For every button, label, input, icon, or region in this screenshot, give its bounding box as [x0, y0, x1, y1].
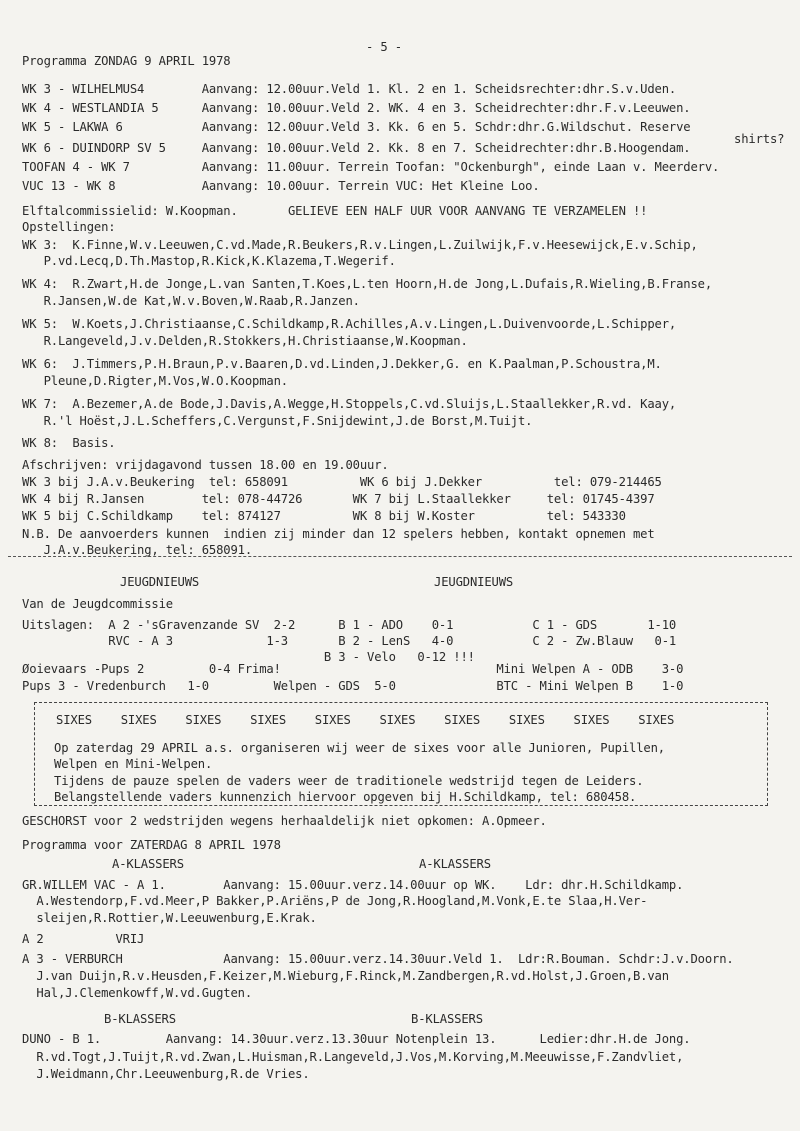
- top-section-line: Afschrijven: vrijdagavond tussen 18.00 en 19.00uur.: [22, 458, 389, 472]
- top-section-line: shirts?: [734, 132, 785, 146]
- sixes-section-line: Welpen en Mini-Welpen.: [54, 757, 213, 771]
- top-section-line: WK 3 - WILHELMUS4 Aanvang: 12.00uur.Veld 1. Kl. 2 en 1. Scheidsrechter:dhr.S.v.Uden.: [22, 82, 677, 96]
- bottom-section-line: Programma voor ZATERDAG 8 APRIL 1978: [22, 838, 281, 852]
- top-section-line: Opstellingen:: [22, 220, 116, 234]
- top-section-line: VUC 13 - WK 8 Aanvang: 10.00uur. Terrein VUC: Het Kleine Loo.: [22, 179, 540, 193]
- top-section-line: WK 6: J.Timmers,P.H.Braun,P.v.Baaren,D.vd.Linden,J.Dekker,G. en K.Paalman,P.Schoustra,M.: [22, 357, 662, 371]
- bottom-section-line: GESCHORST voor 2 wedstrijden wegens herhaaldelijk niet opkomen: A.Opmeer.: [22, 814, 547, 828]
- top-section-line: WK 5 - LAKWA 6 Aanvang: 12.00uur.Veld 3. Kk. 6 en 5. Schdr:dhr.G.Wildschut. Reserve: [22, 120, 691, 134]
- sixes-section-line: Op zaterdag 29 APRIL a.s. organiseren wij weer de sixes voor alle Junioren, Pupillen,: [54, 741, 665, 755]
- bottom-section-line: A-KLASSERS: [419, 857, 491, 871]
- youth-section-line: JEUGDNIEUWS: [434, 575, 514, 589]
- sixes-section-line: SIXES SIXES SIXES SIXES SIXES SIXES SIXES SIXES SIXES SIXES: [56, 713, 675, 727]
- bottom-section-line: DUNO - B 1. Aanvang: 14.30uur.verz.13.30uur Notenplein 13. Ledier:dhr.H.de Jong.: [22, 1032, 691, 1046]
- top-section-line: WK 8: Basis.: [22, 436, 116, 450]
- top-section-line: R.'l Hoëst,J.L.Scheffers,C.Vergunst,F.Snijdewint,J.de Borst,M.Tuijt.: [22, 414, 533, 428]
- top-section-line: WK 3 bij J.A.v.Beukering tel: 658091 WK 6 bij J.Dekker tel: 079-214465: [22, 475, 662, 489]
- top-section-line: Programma ZONDAG 9 APRIL 1978: [22, 54, 231, 68]
- top-section-line: WK 6 - DUINDORP SV 5 Aanvang: 10.00uur.Veld 2. Kk. 8 en 7. Scheidrechter:dhr.B.Hoogendam.: [22, 141, 691, 155]
- bottom-section-line: A 2 VRIJ: [22, 932, 145, 946]
- top-section-line: P.vd.Lecq,D.Th.Mastop,R.Kick,K.Klazema,T.Wegerif.: [22, 254, 396, 268]
- bottom-section-line: A 3 - VERBURCH Aanvang: 15.00uur.verz.14.30uur.Veld 1. Ldr:R.Bouman. Schdr:J.v.Doorn.: [22, 952, 734, 966]
- top-section-line: WK 5 bij C.Schildkamp tel: 874127 WK 8 bij W.Koster tel: 543330: [22, 509, 626, 523]
- youth-section-line: Van de Jeugdcommissie: [22, 597, 173, 611]
- top-section-line: J.A.v.Beukering, tel: 658091.: [22, 543, 252, 557]
- bottom-section-line: GR.WILLEM VAC - A 1. Aanvang: 15.00uur.verz.14.00uur op WK. Ldr: dhr.H.Schildkamp.: [22, 878, 684, 892]
- bottom-section-line: J.Weidmann,Chr.Leeuwenburg,R.de Vries.: [22, 1067, 310, 1081]
- youth-section-line: Øoievaars -Pups 2 0-4 Frima! Mini Welpen A - ODB 3-0: [22, 662, 684, 676]
- top-section-line: Pleune,D.Rigter,M.Vos,W.O.Koopman.: [22, 374, 288, 388]
- bottom-section-line: A-KLASSERS: [112, 857, 184, 871]
- youth-section-line: B 3 - Velo 0-12 !!!: [22, 650, 475, 664]
- youth-section-line: JEUGDNIEUWS: [120, 575, 200, 589]
- top-section-line: WK 4: R.Zwart,H.de Jonge,L.van Santen,T.Koes,L.ten Hoorn,H.de Jong,L.Dufais,R.Wieling,B.Franse,: [22, 277, 712, 291]
- top-section-line: R.Langeveld,J.v.Delden,R.Stokkers,H.Christiaanse,W.Koopman.: [22, 334, 468, 348]
- top-section-line: N.B. De aanvoerders kunnen indien zij minder dan 12 spelers hebben, kontakt opnemen met: [22, 527, 655, 541]
- bottom-section-line: R.vd.Togt,J.Tuijt,R.vd.Zwan,L.Huisman,R.Langeveld,J.Vos,M.Korving,M.Meeuwisse,F.Zandvliet,: [22, 1050, 684, 1064]
- top-section-line: TOOFAN 4 - WK 7 Aanvang: 11.00uur. Terrein Toofan: "Ockenburgh", einde Laan v. Meerderv.: [22, 160, 720, 174]
- bottom-section-line: J.van Duijn,R.v.Heusden,F.Keizer,M.Wieburg,F.Rinck,M.Zandbergen,R.vd.Holst,J.Groen,B.van: [22, 969, 669, 983]
- top-section-line: Elftalcommissielid: W.Koopman. GELIEVE EEN HALF UUR VOOR AANVANG TE VERZAMELEN !!: [22, 204, 648, 218]
- youth-section-line: Pups 3 - Vredenburch 1-0 Welpen - GDS 5-0 BTC - Mini Welpen B 1-0: [22, 679, 684, 693]
- sixes-section-line: Tijdens de pauze spelen de vaders weer de traditionele wedstrijd tegen de Leiders.: [54, 774, 644, 788]
- bottom-section-line: B-KLASSERS: [104, 1012, 176, 1026]
- top-section-line: WK 4 - WESTLANDIA 5 Aanvang: 10.00uur.Veld 2. WK. 4 en 3. Scheidrechter:dhr.F.v.Leeuwen.: [22, 101, 691, 115]
- bottom-section-line: B-KLASSERS: [411, 1012, 483, 1026]
- bottom-section-line: Hal,J.Clemenkowff,W.vd.Gugten.: [22, 986, 252, 1000]
- top-section-line: WK 4 bij R.Jansen tel: 078-44726 WK 7 bij L.Staallekker tel: 01745-4397: [22, 492, 655, 506]
- page-number: - 5 -: [366, 40, 402, 54]
- top-section-line: WK 3: K.Finne,W.v.Leeuwen,C.vd.Made,R.Beukers,R.v.Lingen,L.Zuilwijk,F.v.Heesewijck,E.v.Schip,: [22, 238, 698, 252]
- youth-section-line: RVC - A 3 1-3 B 2 - LenS 4-0 C 2 - Zw.Blauw 0-1: [22, 634, 677, 648]
- top-section-line: WK 7: A.Bezemer,A.de Bode,J.Davis,A.Wegge,H.Stoppels,C.vd.Sluijs,L.Staallekker,R.vd. Kaay,: [22, 397, 677, 411]
- bottom-section-line: sleijen,R.Rottier,W.Leeuwenburg,E.Krak.: [22, 911, 317, 925]
- top-section-line: WK 5: W.Koets,J.Christiaanse,C.Schildkamp,R.Achilles,A.v.Lingen,L.Duivenvoorde,L.Schipper,: [22, 317, 677, 331]
- sixes-section-line: Belangstellende vaders kunnenzich hiervoor opgeven bij H.Schildkamp, tel: 680458.: [54, 790, 637, 804]
- top-section-line: R.Jansen,W.de Kat,W.v.Boven,W.Raab,R.Janzen.: [22, 294, 360, 308]
- youth-section-line: Uitslagen: A 2 -'sGravenzande SV 2-2 B 1 - ADO 0-1 C 1 - GDS 1-10: [22, 618, 677, 632]
- bottom-section-line: A.Westendorp,F.vd.Meer,P Bakker,P.Ariëns,P de Jong,R.Hoogland,M.Vonk,E.te Slaa,H.Ver-: [22, 894, 648, 908]
